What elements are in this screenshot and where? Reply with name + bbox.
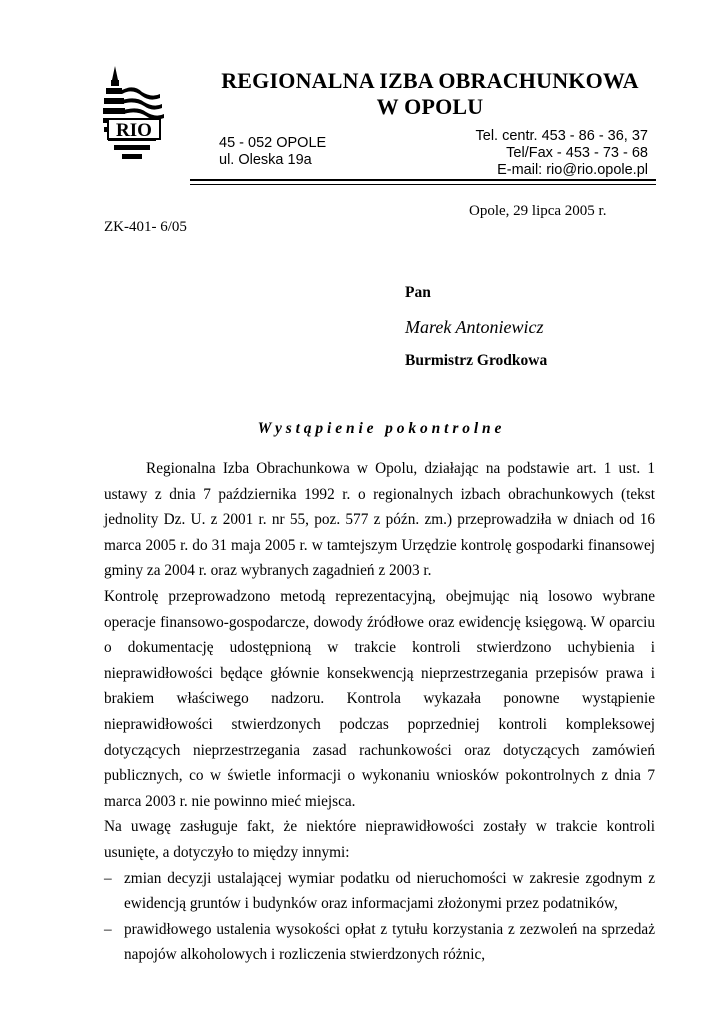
bullet-dash: – (104, 869, 112, 887)
header-rule-thin (190, 184, 656, 185)
paragraph-corrections: Na uwagę zasługuje fakt, że niektóre nieprawidłowości zostały w trakcie kontroli usunięte, a dotyczyło to między innymi: (104, 818, 655, 861)
phone-central: Tel. centr. 453 - 86 - 36, 37 (475, 128, 648, 144)
recipient-name: Marek Antoniewicz (405, 317, 544, 337)
reference-number: ZK-401- 6/05 (104, 219, 187, 235)
list-item-text: zmian decyzji ustalającej wymiar podatku od nieruchomości w zakresie zgodnym z ewidencją gruntów i budynków oraz informacjami złożonymi przez podatników, (124, 869, 655, 913)
phone-fax: Tel/Fax - 453 - 73 - 68 (506, 145, 648, 161)
document-body (104, 456, 655, 968)
rio-logo (98, 66, 170, 166)
org-title-line2: W OPOLU (376, 94, 484, 119)
paragraph-findings: Kontrolę przeprowadzono metodą reprezentacyjną, obejmując nią losowo wybrane operacje finansowo-gospodarcze, dowody źródłowe oraz ewidencję księgową. W oparciu o dokumentację udostępnioną w trakcie kontroli stwierdzono uchybienia i nieprawidłowości będące głównie konsekwencją nieprzestrzegania przepisów prawa i brakiem właściwego nadzoru. Kontrola wykazała ponowne wystąpienie nieprawidłowości stwierdzonych podczas poprzedniej kontroli kompleksowej dotyczących nieprzestrzegania zasad rachunkowości oraz dotyczących zamówień publicznych, co w świetle informacji o wykonaniu wniosków pokontrolnych z dnia 7 marca 2003 r. nie powinno mieć miejsca. (104, 587, 655, 810)
list-item-text: prawidłowego ustalenia wysokości opłat z tytułu korzystania z zezwoleń na sprzedaż napojów alkoholowych i rozliczenia stwierdzonych różnic, (124, 920, 655, 964)
corrections-list (104, 866, 655, 968)
email-address: E-mail: rio@rio.opole.pl (497, 162, 648, 178)
paragraph-intro: Regionalna Izba Obrachunkowa w Opolu, działając na podstawie art. 1 ust. 1 ustawy z dnia 7 października 1992 r. o regionalnych izbach obrachunkowych (tekst jednolity Dz. U. z 2001 r. nr 55, poz. 577 z późn. zm.) przeprowadziła w dniach od 16 marca 2005 r. do 31 maja 2005 r. w tamtejszym Urzędzie kontrolę gospodarki finansowej gminy za 2004 r. oraz wybranych zagadnień z 2003 r. (104, 460, 655, 580)
bullet-dash: – (104, 920, 112, 938)
recipient-position: Burmistrz Grodkowa (405, 352, 548, 369)
document-heading: W y s t ą p i e n i e p o k o n t r o l n e (257, 420, 502, 437)
org-title-line1: REGIONALNA IZBA OBRACHUNKOWA (221, 68, 639, 93)
address-line1: 45 - 052 OPOLE (219, 135, 327, 151)
list-item (104, 866, 655, 917)
place-date: Opole, 29 lipca 2005 r. (469, 203, 607, 219)
list-item (104, 917, 655, 968)
logo-text: RIO (116, 120, 152, 141)
recipient-salutation: Pan (405, 284, 431, 301)
address-line2: ul. Oleska 19a (219, 152, 312, 168)
header-rule-thick (190, 179, 656, 181)
